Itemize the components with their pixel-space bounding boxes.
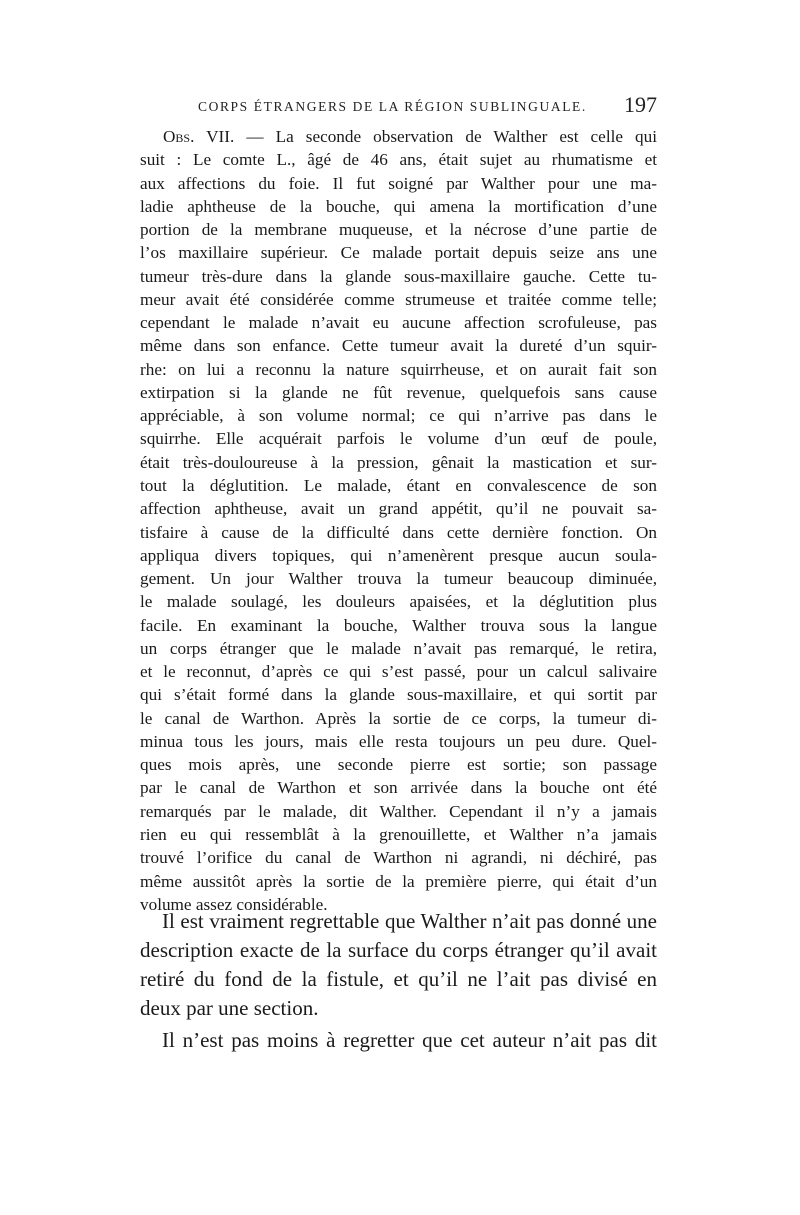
observation-line: affection aphtheuse, avait un grand appétit, qu’il ne pouvait sa- bbox=[140, 499, 657, 519]
observation-line: remarqués par le malade, dit Walther. Cependant il n’y a jamais bbox=[140, 801, 657, 821]
observation-line: le malade soulagé, les douleurs apaisées, et la déglutition plus bbox=[140, 592, 657, 612]
observation-line: tumeur très-dure dans la glande sous-maxillaire gauche. Cette tu- bbox=[140, 266, 657, 286]
observation-line: appliqua divers topiques, qui n’amenèrent presque aucun soula- bbox=[140, 545, 657, 565]
body-line: retiré du fond de la fistule, et qu’il ne l’ait pas divisé en bbox=[140, 967, 657, 991]
body-line: deux par une section. bbox=[140, 996, 319, 1020]
observation-line: rhe: on lui a reconnu la nature squirrheuse, et on aurait fait son bbox=[140, 359, 657, 379]
body-line: Il n’est pas moins à regretter que cet auteur n’ait pas dit bbox=[162, 1028, 657, 1052]
observation-line: extirpation si la glande ne fût revenue, quelquefois sans cause bbox=[140, 382, 657, 402]
observation-line: tout la déglutition. Le malade, étant en convalescence de son bbox=[140, 475, 657, 495]
body-line: Il est vraiment regrettable que Walther n’ait pas donné une bbox=[162, 909, 657, 933]
observation-line: squirrhe. Elle acquérait parfois le volume d’un œuf de poule, bbox=[140, 429, 657, 449]
body-text bbox=[140, 907, 657, 1055]
page-number: 197 bbox=[624, 92, 657, 117]
body-paragraph bbox=[140, 907, 657, 1023]
observation-line: l’os maxillaire supérieur. Ce malade portait depuis seize ans une bbox=[140, 243, 657, 263]
observation-paragraph bbox=[140, 125, 657, 916]
observation-line: facile. En examinant la bouche, Walther trouva sous la langue bbox=[140, 615, 657, 635]
observation-line: suit : Le comte L., âgé de 46 ans, était sujet au rhumatisme et bbox=[140, 150, 657, 170]
page-header bbox=[140, 92, 657, 122]
observation-line: meur avait été considérée comme strumeuse et traitée comme telle; bbox=[140, 289, 657, 309]
observation-line: qui s’était formé dans la glande sous-maxillaire, et qui sortit par bbox=[140, 685, 657, 705]
observation-line: trouvé l’orifice du canal de Warthon ni agrandi, ni déchiré, pas bbox=[140, 848, 657, 868]
observation-line: ladie aphtheuse de la bouche, qui amena la mortification d’une bbox=[140, 196, 657, 216]
observation-line: volume assez considérable. bbox=[140, 894, 328, 914]
observation-line: gement. Un jour Walther trouva la tumeur beaucoup diminuée, bbox=[140, 569, 657, 589]
observation-line: même dans son enfance. Cette tumeur avait la dureté d’un squir- bbox=[140, 336, 657, 356]
observation-line: appréciable, à son volume normal; ce qui n’arrive pas dans le bbox=[140, 406, 657, 426]
observation-line: ques mois après, une seconde pierre est sortie; son passage bbox=[140, 755, 657, 775]
running-title: CORPS ÉTRANGERS DE LA RÉGION SUBLINGUALE. bbox=[198, 99, 587, 114]
observation-line: et le reconnut, d’après ce qui s’est passé, pour un calcul salivaire bbox=[140, 662, 657, 682]
observation-line: par le canal de Warthon et son arrivée dans la bouche ont été bbox=[140, 778, 657, 798]
observation-line: le canal de Warthon. Après la sortie de ce corps, la tumeur di- bbox=[140, 708, 657, 728]
observation-line: cependant le malade n’avait eu aucune affection scrofuleuse, pas bbox=[140, 313, 657, 333]
observation-line: aux affections du foie. Il fut soigné par Walther pour une ma- bbox=[140, 173, 657, 193]
observation-line: était très-douloureuse à la pression, gênait la mastication et sur- bbox=[140, 452, 657, 472]
body-line: description exacte de la surface du corps étranger qu’il avait bbox=[140, 938, 657, 962]
observation-line: rien eu qui ressemblât à la grenouillette, et Walther n’a jamais bbox=[140, 824, 657, 844]
body-paragraph bbox=[140, 1026, 657, 1055]
observation-line: Obs. VII. — La seconde observation de Walther est celle qui bbox=[163, 127, 657, 146]
observation-line: minua tous les jours, mais elle resta toujours un peu dure. Quel- bbox=[140, 731, 657, 751]
observation-label: Obs. VII. bbox=[163, 127, 235, 146]
observation-line: un corps étranger que le malade n’avait pas remarqué, le retira, bbox=[140, 638, 657, 658]
observation-line: portion de la membrane muqueuse, et la nécrose d’une partie de bbox=[140, 220, 657, 240]
observation-line: tisfaire à cause de la difficulté dans cette dernière fonction. On bbox=[140, 522, 657, 542]
observation-line: même aussitôt après la sortie de la première pierre, qui était d’un bbox=[140, 871, 657, 891]
